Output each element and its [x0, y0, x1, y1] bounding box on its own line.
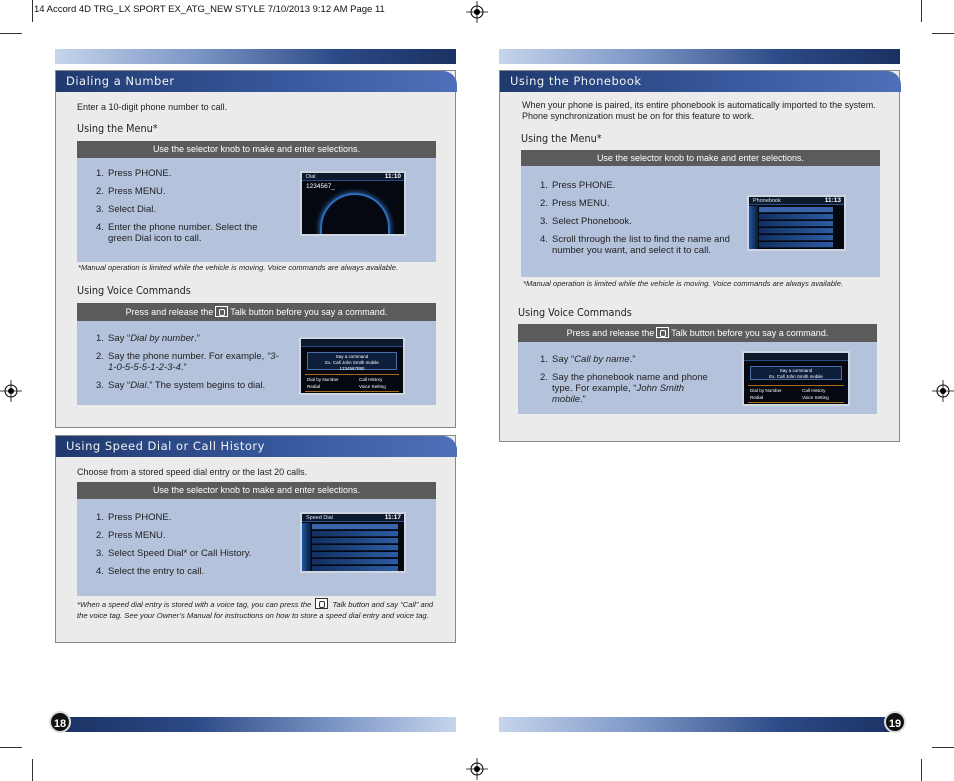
- crop-mark: [0, 747, 22, 748]
- dialing-voice-steps: [77, 321, 436, 405]
- phonebook-menu-band: Use the selector knob to make and enter selections.: [521, 150, 880, 166]
- crop-mark: [921, 0, 922, 22]
- dialing-voice-heading: Using Voice Commands: [77, 284, 191, 297]
- list-item: 3. Select Speed Dial* or Call History.: [96, 548, 252, 559]
- dial-screen-image: [300, 171, 406, 236]
- phonebook-voice-steps: [518, 342, 877, 414]
- speed-dial-band: Use the selector knob to make and enter selections.: [77, 482, 436, 499]
- list-item: 4. Select the entry to call.: [96, 566, 205, 577]
- list-item: 3. Say “Dial.” The system begins to dial.: [96, 380, 266, 391]
- voice-prompt: Say a command Ex. Call John Smith mobile: [750, 366, 842, 380]
- phonebook-voice-heading: Using Voice Commands: [518, 306, 632, 319]
- dialing-note: *Manual operation is limited while the vehicle is moving. Voice commands are always available.: [78, 263, 399, 272]
- list-item: 1. Press PHONE.: [540, 180, 616, 191]
- page-footer-bar-left: [55, 717, 456, 732]
- list-item: 3. Select Dial.: [96, 204, 157, 215]
- phonebook-voice-list: [540, 354, 720, 405]
- dialing-title: Dialing a Number: [56, 71, 457, 92]
- page-number-left: 18: [49, 711, 71, 733]
- voice-phonebook-screen-image: Say a command Ex. Call John Smith mobile Dial by Number Redial Call History Voice Setting: [742, 351, 850, 406]
- dialing-voice-band: Press and release the Talk button before you say a command.: [77, 303, 436, 321]
- phonebook-title: Using the Phonebook: [500, 71, 901, 92]
- list-item: 2. Say the phone number. For example, “3-1-0-5-5-5-1-2-3-4.”: [96, 351, 279, 373]
- list-item: 4. Enter the phone number. Select the green Dial icon to call.: [96, 222, 258, 244]
- screen-title: Speed Dial: [306, 515, 333, 521]
- registration-mark-icon: [932, 380, 954, 402]
- screen-clock: 11:17: [384, 514, 401, 521]
- voice-dial-screen-image: Say a command Ex. Call John Smith mobile 1234567890 Dial by Number Redial Call History Voice Setting: [299, 337, 405, 395]
- phonebook-panel: [499, 70, 900, 442]
- phonebook-intro: When your phone is paired, its entire phonebook is automatically imported to the system. Phone synchronization must be on for this feature to work.: [522, 100, 876, 121]
- talk-button-icon: [315, 598, 328, 609]
- speed-dial-list: [96, 512, 286, 577]
- dialing-menu-band: Use the selector knob to make and enter selections.: [77, 141, 436, 158]
- voice-prompt: Say a command Ex. Call John Smith mobile 1234567890: [307, 352, 397, 370]
- registration-mark-icon: [0, 380, 22, 402]
- speed-dial-screen-image: [300, 512, 406, 573]
- speed-dial-title: Using Speed Dial or Call History: [56, 436, 457, 457]
- screen-title: Phonebook: [753, 198, 781, 204]
- talk-button-icon: [656, 327, 669, 338]
- print-slug: 14 Accord 4D TRG_LX SPORT EX_ATG_NEW STYLE 7/10/2013 9:12 AM Page 11: [34, 4, 385, 15]
- crop-mark: [32, 759, 33, 781]
- screen-title: Dial: [306, 174, 316, 180]
- list-item: 2. Press MENU.: [540, 198, 610, 209]
- list-item: 2. Say the phonebook name and phone type. For example, “John Smith mobile.”: [540, 372, 708, 405]
- page-header-bar-left: [55, 49, 456, 64]
- phonebook-screen-image: [747, 195, 846, 251]
- page-header-bar-right: [499, 49, 900, 64]
- screen-clock: 11:10: [384, 173, 401, 180]
- phonebook-voice-band: Press and release the Talk button before you say a command.: [518, 324, 877, 342]
- phonebook-note: *Manual operation is limited while the vehicle is moving. Voice commands are always available.: [523, 279, 844, 288]
- crop-mark: [932, 33, 954, 34]
- dialing-menu-heading: Using the Menu*: [77, 122, 158, 135]
- phonebook-menu-steps: [521, 166, 880, 277]
- dialing-menu-steps: [77, 158, 436, 262]
- phonebook-menu-heading: Using the Menu*: [521, 132, 602, 145]
- speed-dial-steps: [77, 499, 436, 596]
- registration-mark-icon: [466, 758, 488, 780]
- registration-mark-icon: [466, 1, 488, 23]
- list-item: 2. Press MENU.: [96, 530, 166, 541]
- list-item: 1. Say “Dial by number.”: [96, 333, 200, 344]
- crop-mark: [932, 747, 954, 748]
- crop-mark: [921, 759, 922, 781]
- talk-button-icon: [215, 306, 228, 317]
- crop-mark: [32, 0, 33, 22]
- speed-dial-intro: Choose from a stored speed dial entry or the last 20 calls.: [77, 467, 308, 477]
- list-item: 2. Press MENU.: [96, 186, 166, 197]
- page-footer-bar-right: [499, 717, 900, 732]
- crop-mark: [0, 33, 22, 34]
- speed-dial-note: *When a speed dial entry is stored with a voice tag, you can press the Talk button and say “Call” and the voice tag. See your Owner’s Manual for instructions on how to store a speed dial entry and voice tag.: [77, 600, 434, 620]
- dialing-intro: Enter a 10-digit phone number to call.: [77, 102, 228, 112]
- dialing-panel: [55, 70, 456, 428]
- dial-arc-icon: [320, 193, 390, 236]
- page-number-right: 19: [884, 711, 906, 733]
- speed-dial-panel: [55, 435, 456, 643]
- dialing-voice-list: [96, 333, 281, 391]
- list-item: 4. Scroll through the list to find the name and number you want, and select it to call.: [540, 234, 730, 256]
- screen-clock: 11:13: [824, 197, 841, 204]
- list-item: 1. Press PHONE.: [96, 168, 172, 179]
- phonebook-menu-list: [540, 180, 730, 256]
- list-item: 3. Select Phonebook.: [540, 216, 632, 227]
- dialing-menu-list: [96, 168, 271, 244]
- screen-digits: 1234567_: [306, 183, 335, 190]
- list-item: 1. Press PHONE.: [96, 512, 172, 523]
- list-item: 1. Say “Call by name.”: [540, 354, 636, 365]
